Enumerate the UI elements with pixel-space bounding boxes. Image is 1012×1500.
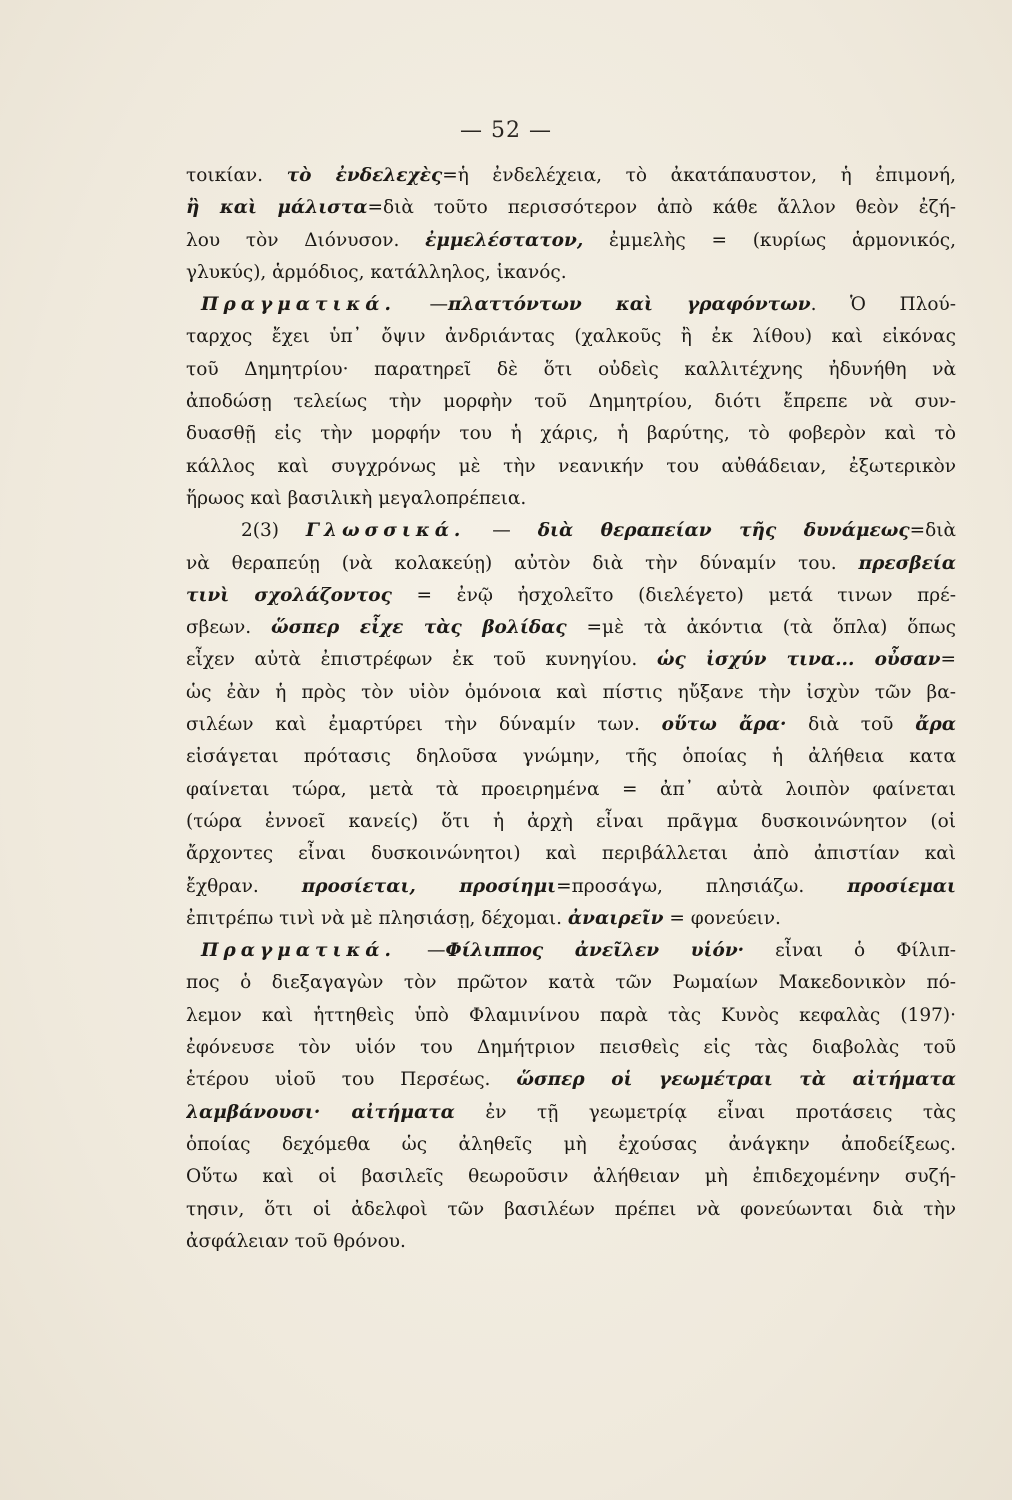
text-line (186, 1129, 956, 1161)
text-line (186, 321, 956, 353)
text-run: διὰ τοῦ (786, 714, 916, 736)
text-line (186, 580, 956, 612)
page-number: — 52 — (460, 118, 552, 143)
emphasized-text: οὕτω ἄρα· (661, 714, 787, 736)
text-line (186, 709, 956, 741)
text-run: εἶναι ὁ Φίλιπ- (744, 940, 956, 962)
text-run: (τώρα ἐννοεῖ κανείς) ὅτι ἡ ἀρχὴ εἶναι πρᾶγμα δυσκοινώνητον (οἱ (186, 810, 956, 832)
text-run: 2(3) (241, 520, 306, 542)
text-run: — (395, 940, 446, 962)
text-run: =ἡ ἐνδελέχεια, τὸ ἀκατάπαυστον, ἡ ἐπιμονή, (442, 165, 956, 186)
text-line (186, 741, 956, 773)
text-run: ἐν τῇ γεωμετρίᾳ εἶναι προτάσεις τὰς (454, 1101, 956, 1123)
text-run: ἐφόνευσε τὸν υἱόν του Δημήτριον πεισθεὶς εἰς τὰς διαβολὰς τοῦ (186, 1037, 956, 1059)
text-run: = ἐνῷ ἠσχολεῖτο (διελέγετο) μετά τινων πρέ- (391, 584, 956, 606)
body-text (186, 160, 956, 1258)
emphasized-text: Πραγματικά. (201, 940, 396, 962)
text-line (186, 386, 956, 418)
text-line (186, 871, 956, 903)
emphasized-text: διὰ θεραπείαν τῆς δυνάμεως (537, 520, 910, 542)
emphasized-text: τὸ ἐνδελεχὲς (286, 165, 443, 186)
emphasized-text: πλαττόντων καὶ γραφόντων (448, 294, 811, 316)
text-run: τησιν, ὅτι οἱ ἀδελφοὶ τῶν βασιλέων πρέπει νὰ φονεύωνται διὰ τὴν (186, 1198, 956, 1220)
text-run: δυασθῇ εἰς τὴν μορφήν του ἡ χάρις, ἡ βαρύτης, τὸ φοβερὸν καὶ τὸ (186, 423, 956, 445)
text-run: =διὰ (909, 520, 956, 542)
emphasized-text: Φίλιππος ἀνεῖλεν υἱόν· (445, 940, 745, 962)
emphasized-text: ἐμμελέστατον, (425, 229, 584, 251)
text-line (186, 1161, 956, 1193)
emphasized-text: ἀναιρεῖν (567, 907, 664, 929)
text-line (186, 160, 956, 192)
text-run: νὰ θεραπεύῃ (νὰ κολακεύῃ) αὐτὸν διὰ τὴν δύναμίν του. (186, 552, 859, 574)
text-run: γλυκύς), ἁρμόδιος, κατάλληλος, ἱκανός. (186, 261, 567, 283)
text-run: ἔχθραν. (186, 875, 302, 897)
text-line (186, 838, 956, 870)
text-line (186, 644, 956, 676)
text-run: σιλέων καὶ ἐμαρτύρει τὴν δύναμίν των. (186, 714, 662, 736)
emphasized-text: προσίεμαι (847, 875, 956, 897)
text-run: εἰσάγεται πρότασις δηλοῦσα γνώμην, τῆς ὁποίας ἡ ἀλήθεια κατα (186, 746, 956, 768)
emphasized-text: ὥσπερ εἶχε τὰς βολίδας (271, 617, 567, 639)
text-line (186, 192, 956, 224)
text-line (186, 257, 956, 289)
text-run: κάλλος καὶ συγχρόνως μὲ τὴν νεανικήν του αὐθάδειαν, ἐξωτερικὸν (186, 455, 956, 477)
text-line (186, 1226, 956, 1258)
text-line (186, 967, 956, 999)
text-run: =μὲ τὰ ἀκόντια (τὰ ὅπλα) ὅπως (566, 617, 956, 639)
text-run: εἶχεν αὐτὰ ἐπιστρέφων ἐκ τοῦ κυνηγίου. (186, 649, 657, 671)
text-line (186, 1032, 956, 1064)
text-line (186, 515, 956, 547)
text-run: ὡς ἐὰν ἡ πρὸς τὸν υἱὸν ὁμόνοια καὶ πίστις ηὔξανε τὴν ἰσχὺν τῶν βα- (186, 681, 956, 703)
text-run: ταρχος ἔχει ὑπ᾽ ὄψιν ἀνδριάντας (χαλκοῦς ἢ ἐκ λίθου) καὶ εἰκόνας (186, 326, 956, 348)
text-line (186, 903, 956, 935)
text-run: ὁποίας δεχόμεθα ὡς ἀληθεῖς μὴ ἐχούσας ἀνάγκην ἀποδείξεως. (186, 1133, 956, 1155)
text-run: = (940, 649, 956, 671)
text-line (186, 677, 956, 709)
emphasized-text: ὥσπερ οἱ γεωμέτραι τὰ αἰτήματα (516, 1069, 956, 1091)
text-run: ἥρωος καὶ βασιλικὴ μεγαλοπρέπεια. (186, 487, 527, 509)
emphasized-text: λαμβάνουσι· αἰτήματα (186, 1101, 455, 1123)
text-run: ἀποδώσῃ τελείως τὴν μορφὴν τοῦ Δημητρίου, διότι ἔπρεπε νὰ συν- (186, 391, 956, 413)
text-line (186, 774, 956, 806)
text-line (186, 935, 956, 967)
text-line (186, 1194, 956, 1226)
emphasized-text: Γλωσσικά. (305, 520, 466, 542)
emphasized-text: προσίεται, προσίημι (301, 875, 557, 897)
text-run: ἑτέρου υἱοῦ του Περσέως. (186, 1069, 517, 1091)
text-line (186, 1064, 956, 1096)
text-run: ἀσφάλειαν τοῦ θρόνου. (186, 1230, 406, 1252)
emphasized-text: ἢ καὶ μάλιστα (186, 197, 368, 219)
text-run: λου τὸν Διόνυσον. (186, 229, 426, 251)
text-run: πος ὁ διεξαγαγὼν τὸν πρῶτον κατὰ τῶν Ρωμαίων Μακεδονικὸν πό- (186, 972, 956, 994)
text-run: =προσάγω, πλησιάζω. (556, 875, 848, 897)
text-run: ἐμμελὴς = (κυρίως ἁρμονικός, (583, 229, 956, 251)
text-run: — (395, 294, 449, 316)
text-line (186, 1000, 956, 1032)
text-run: τοικίαν. (186, 165, 287, 186)
text-line (186, 451, 956, 483)
text-run: σβεων. (186, 617, 272, 639)
text-run: — (465, 520, 538, 542)
emphasized-text: Πραγματικά. (201, 294, 396, 316)
text-line (186, 612, 956, 644)
text-run: Οὕτω καὶ οἱ βασιλεῖς θεωροῦσιν ἀλήθειαν μὴ ἐπιδεχομένην συζή- (186, 1166, 956, 1188)
text-line (186, 1097, 956, 1129)
text-run: ἄρχοντες εἶναι δυσκοινώνητοι) καὶ περιβάλλεται ἀπὸ ἀπιστίαν καὶ (186, 843, 956, 865)
text-line (186, 289, 956, 321)
text-run: φαίνεται τώρα, μετὰ τὰ προειρημένα = ἀπ᾽ αὐτὰ λοιπὸν φαίνεται (186, 778, 956, 800)
text-run: = φονεύειν. (663, 907, 781, 929)
text-line (186, 483, 956, 515)
text-line (186, 418, 956, 450)
emphasized-text: ἄρα (915, 714, 956, 736)
text-line (186, 225, 956, 257)
text-line (186, 354, 956, 386)
text-run: τοῦ Δημητρίου· παρατηρεῖ δὲ ὅτι οὐδεὶς καλλιτέχνης ἠδυνήθη νὰ (186, 358, 956, 380)
text-run: . Ὁ Πλού- (810, 294, 956, 316)
text-line (186, 806, 956, 838)
emphasized-text: ὡς ἰσχύν τινα... οὖσαν (656, 649, 941, 671)
text-run: ἐπιτρέπω τινὶ νὰ μὲ πλησιάσῃ, δέχομαι. (186, 907, 568, 929)
emphasized-text: τινὶ σχολάζοντος (186, 584, 392, 606)
emphasized-text: πρεσβεία (858, 552, 956, 574)
text-run: λεμον καὶ ἡττηθεὶς ὑπὸ Φλαμινίνου παρὰ τὰς Κυνὸς κεφαλὰς (197)· (186, 1004, 956, 1026)
text-line (186, 548, 956, 580)
text-run: =διὰ τοῦτο περισσότερον ἀπὸ κάθε ἄλλον θεὸν ἐζή- (367, 197, 956, 219)
